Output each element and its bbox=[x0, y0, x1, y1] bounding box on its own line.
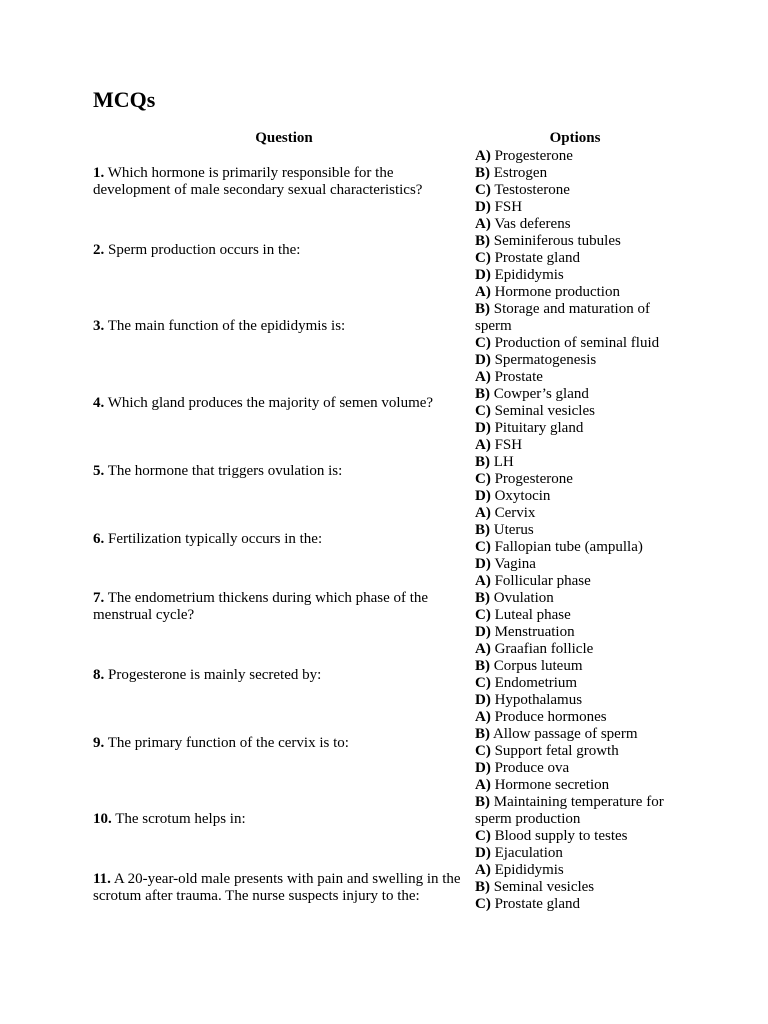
option-letter: C) bbox=[475, 896, 491, 912]
option-item bbox=[475, 709, 675, 726]
option-text: Oxytocin bbox=[494, 488, 551, 504]
question-text bbox=[93, 641, 475, 709]
question-text bbox=[93, 777, 475, 862]
option-text: Hormone secretion bbox=[494, 777, 610, 793]
option-letter: D) bbox=[475, 199, 491, 215]
option-letter: C) bbox=[475, 335, 491, 351]
option-text: Endometrium bbox=[494, 675, 578, 691]
option-item bbox=[475, 539, 675, 556]
option-item bbox=[475, 386, 675, 403]
option-letter: C) bbox=[475, 828, 491, 844]
question-number: 6. bbox=[93, 530, 105, 547]
option-item bbox=[475, 284, 675, 301]
question-body: The scrotum helps in: bbox=[115, 811, 246, 827]
option-text: Cervix bbox=[494, 505, 536, 521]
option-letter: D) bbox=[475, 760, 491, 776]
question-text bbox=[93, 505, 475, 573]
option-item bbox=[475, 624, 675, 641]
option-text: Hypothalamus bbox=[494, 692, 583, 708]
question-row bbox=[93, 148, 683, 216]
option-item bbox=[475, 862, 675, 879]
question-row bbox=[93, 709, 683, 777]
question-body: The endometrium thickens during which phase of the menstrual cycle? bbox=[93, 590, 429, 623]
option-item bbox=[475, 505, 675, 522]
question-row bbox=[93, 641, 683, 709]
option-letter: A) bbox=[475, 216, 491, 232]
option-letter: A) bbox=[475, 641, 491, 657]
option-letter: D) bbox=[475, 420, 491, 436]
option-text: Seminal vesicles bbox=[494, 403, 595, 419]
question-body: Progesterone is mainly secreted by: bbox=[108, 666, 322, 683]
question-number: 1. bbox=[93, 165, 105, 181]
option-letter: C) bbox=[475, 403, 491, 419]
option-text: Prostate bbox=[494, 369, 543, 385]
option-letter: B) bbox=[475, 386, 490, 402]
option-item bbox=[475, 641, 675, 658]
question-body: Which gland produces the majority of semen volume? bbox=[107, 394, 434, 411]
options-column-header: Options bbox=[549, 130, 601, 146]
option-letter: B) bbox=[475, 522, 490, 538]
question-number: 7. bbox=[93, 590, 105, 606]
option-text: Luteal phase bbox=[494, 607, 571, 623]
option-text: Prostate gland bbox=[494, 896, 580, 912]
option-item bbox=[475, 845, 675, 862]
option-text: Progesterone bbox=[494, 471, 573, 487]
option-text: Epididymis bbox=[494, 267, 564, 283]
question-number: 5. bbox=[93, 462, 105, 479]
option-text: Seminal vesicles bbox=[493, 879, 595, 895]
option-text: Ovulation bbox=[493, 590, 554, 606]
option-text: Follicular phase bbox=[494, 573, 591, 589]
option-letter: A) bbox=[475, 573, 491, 589]
option-text: Graafian follicle bbox=[494, 641, 594, 657]
option-letter: D) bbox=[475, 624, 491, 640]
option-text: Estrogen bbox=[493, 165, 548, 181]
question-text bbox=[93, 573, 475, 641]
question-row bbox=[93, 505, 683, 573]
question-text bbox=[93, 148, 475, 216]
question-body: Which hormone is primarily responsible for the development of male secondary sexual characteristics? bbox=[93, 165, 423, 198]
question-text bbox=[93, 862, 475, 913]
option-letter: C) bbox=[475, 743, 491, 759]
question-body: The primary function of the cervix is to: bbox=[107, 734, 349, 751]
option-letter: A) bbox=[475, 505, 491, 521]
option-item bbox=[475, 607, 675, 624]
option-letter: A) bbox=[475, 437, 491, 453]
option-letter: C) bbox=[475, 471, 491, 487]
option-item bbox=[475, 216, 675, 233]
option-text: Produce hormones bbox=[494, 709, 607, 725]
option-text: Production of seminal fluid bbox=[494, 335, 660, 351]
question-row bbox=[93, 216, 683, 284]
option-letter: D) bbox=[475, 267, 491, 283]
question-text bbox=[93, 709, 475, 777]
options-list bbox=[475, 573, 675, 641]
option-letter: B) bbox=[475, 658, 490, 674]
option-text: Fallopian tube (ampulla) bbox=[494, 539, 643, 555]
option-text: Spermatogenesis bbox=[494, 352, 597, 368]
option-letter: C) bbox=[475, 539, 491, 555]
option-text: Uterus bbox=[493, 522, 534, 538]
option-letter: D) bbox=[475, 845, 491, 861]
options-list bbox=[475, 862, 675, 913]
option-letter: A) bbox=[475, 862, 491, 878]
option-text: Cowper’s gland bbox=[493, 386, 589, 402]
option-text: Seminiferous tubules bbox=[493, 233, 621, 249]
option-text: FSH bbox=[494, 199, 523, 215]
option-letter: A) bbox=[475, 369, 491, 385]
option-item bbox=[475, 437, 675, 454]
question-number: 9. bbox=[93, 734, 105, 751]
option-item bbox=[475, 556, 675, 573]
option-text: Epididymis bbox=[494, 862, 564, 878]
option-letter: A) bbox=[475, 284, 491, 300]
option-letter: A) bbox=[475, 709, 491, 725]
option-item bbox=[475, 896, 675, 913]
question-body: The hormone that triggers ovulation is: bbox=[107, 462, 343, 479]
option-item bbox=[475, 454, 675, 471]
option-text: Blood supply to testes bbox=[494, 828, 628, 844]
option-text: Hormone production bbox=[494, 284, 620, 300]
option-letter: B) bbox=[475, 233, 490, 249]
options-list bbox=[475, 777, 675, 862]
option-text: Allow passage of sperm bbox=[492, 726, 638, 742]
option-text: Produce ova bbox=[494, 760, 570, 776]
option-text: Corpus luteum bbox=[493, 658, 583, 674]
question-row bbox=[93, 369, 683, 437]
option-letter: B) bbox=[475, 726, 490, 742]
option-item bbox=[475, 233, 675, 250]
option-letter: C) bbox=[475, 675, 491, 691]
option-item bbox=[475, 471, 675, 488]
option-item bbox=[475, 335, 675, 352]
option-letter: B) bbox=[475, 165, 490, 181]
question-text bbox=[93, 216, 475, 284]
option-text: Vagina bbox=[494, 556, 536, 572]
option-letter: C) bbox=[475, 250, 491, 266]
question-number: 4. bbox=[93, 394, 105, 411]
question-number: 8. bbox=[93, 666, 105, 683]
option-item bbox=[475, 267, 675, 284]
question-body: Sperm production occurs in the: bbox=[108, 241, 301, 258]
page-title: MCQs bbox=[93, 87, 156, 112]
question-body: Fertilization typically occurs in the: bbox=[108, 530, 323, 547]
options-list bbox=[475, 369, 675, 437]
option-text: Pituitary gland bbox=[494, 420, 584, 436]
option-item bbox=[475, 675, 675, 692]
option-letter: A) bbox=[475, 148, 491, 164]
question-row bbox=[93, 284, 683, 369]
option-item bbox=[475, 403, 675, 420]
option-letter: B) bbox=[475, 454, 490, 470]
options-list bbox=[475, 505, 675, 573]
option-letter: D) bbox=[475, 352, 491, 368]
option-item bbox=[475, 420, 675, 437]
option-text: Testosterone bbox=[494, 182, 570, 198]
question-text bbox=[93, 284, 475, 369]
option-item bbox=[475, 148, 675, 165]
option-letter: D) bbox=[475, 692, 491, 708]
option-letter: D) bbox=[475, 556, 491, 572]
option-item bbox=[475, 301, 675, 335]
option-item bbox=[475, 777, 675, 794]
option-text: Maintaining temperature for sperm production bbox=[475, 794, 664, 827]
options-list bbox=[475, 284, 675, 369]
mcq-table bbox=[93, 148, 683, 913]
options-list bbox=[475, 216, 675, 284]
option-item bbox=[475, 369, 675, 386]
option-letter: B) bbox=[475, 301, 490, 317]
option-item bbox=[475, 794, 675, 828]
question-text bbox=[93, 437, 475, 505]
option-item bbox=[475, 760, 675, 777]
option-text: Menstruation bbox=[494, 624, 575, 640]
option-item bbox=[475, 250, 675, 267]
option-letter: D) bbox=[475, 488, 491, 504]
option-item bbox=[475, 488, 675, 505]
question-column-header: Question bbox=[255, 130, 313, 146]
option-letter: B) bbox=[475, 590, 490, 606]
question-number: 2. bbox=[93, 241, 105, 258]
question-row bbox=[93, 862, 683, 913]
question-body: The main function of the epididymis is: bbox=[107, 318, 346, 334]
question-body: A 20-year-old male presents with pain and swelling in the scrotum after trauma. The nurse suspects injury to the: bbox=[93, 870, 461, 904]
options-list bbox=[475, 148, 675, 216]
option-text: Prostate gland bbox=[494, 250, 580, 266]
option-item bbox=[475, 352, 675, 369]
option-letter: C) bbox=[475, 607, 491, 623]
option-item bbox=[475, 658, 675, 675]
option-item bbox=[475, 726, 675, 743]
option-letter: B) bbox=[475, 794, 490, 810]
question-text bbox=[93, 369, 475, 437]
question-row bbox=[93, 573, 683, 641]
question-number: 3. bbox=[93, 318, 105, 334]
options-list bbox=[475, 437, 675, 505]
option-item bbox=[475, 573, 675, 590]
option-letter: B) bbox=[475, 879, 490, 895]
option-text: Support fetal growth bbox=[494, 743, 619, 759]
option-item bbox=[475, 182, 675, 199]
option-text: Ejaculation bbox=[494, 845, 563, 861]
option-letter: A) bbox=[475, 777, 491, 793]
question-row bbox=[93, 437, 683, 505]
option-item bbox=[475, 743, 675, 760]
option-item bbox=[475, 590, 675, 607]
option-item bbox=[475, 879, 675, 896]
option-text: FSH bbox=[494, 437, 523, 453]
option-text: Vas deferens bbox=[494, 216, 571, 232]
option-item bbox=[475, 522, 675, 539]
options-list bbox=[475, 709, 675, 777]
question-number: 10. bbox=[93, 811, 112, 827]
option-text: LH bbox=[493, 454, 514, 470]
option-letter: C) bbox=[475, 182, 491, 198]
option-item bbox=[475, 692, 675, 709]
option-item bbox=[475, 828, 675, 845]
option-item bbox=[475, 165, 675, 182]
options-list bbox=[475, 641, 675, 709]
option-item bbox=[475, 199, 675, 216]
option-text: Storage and maturation of sperm bbox=[475, 301, 650, 334]
question-row bbox=[93, 777, 683, 862]
question-number: 11. bbox=[93, 870, 111, 887]
option-text: Progesterone bbox=[494, 148, 573, 164]
